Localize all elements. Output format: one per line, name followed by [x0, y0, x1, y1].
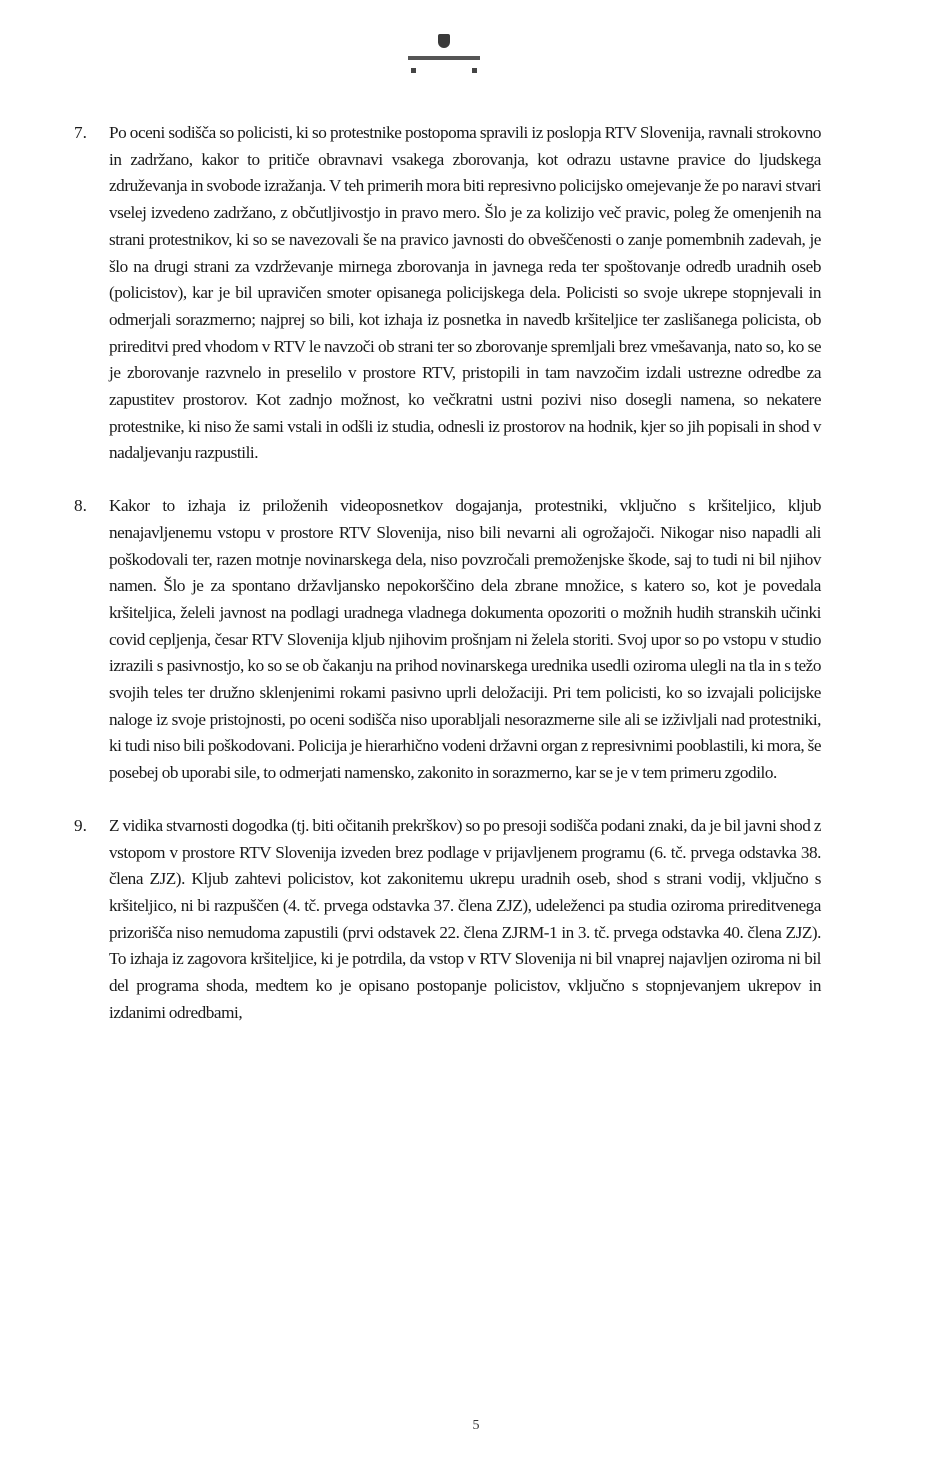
paragraph-text: Po oceni sodišča so policisti, ki so protestnike postopoma spravili iz poslopja RTV Slovenija, ravnali strokovno in zadržano, kakor to pritiče obravnavi vsakega zborovanja, kot odrazu ustavne pravice do ljudskega združevanja in svobode izražanja. V teh primerih mora biti represivno policijsko omejevanje že po naravi stvari vselej izvedeno zadržano, z občutljivostjo in pravo mero. Šlo je za kolizijo več pravic, poleg že omenjenih na strani protestnikov, ki so se navezovali še na pravico javnosti do obveščenosti o zanje pomembnih zadevah, je šlo na drugi strani za vzdrževanje mirnega zborovanja in javnega reda ter spoštovanje odredb uradnih oseb (policistov), kar je bil upravičen smoter opisanega policijskega dela. Policisti so svoje ukrepe stopnjevali in odmerjali sorazmerno; najprej so bili, kot izhaja iz posnetka in navedb kršiteljice ter zaslišanega policista, ob prireditvi pred vhodom v RTV le navzoči ob strani ter so zborovanje spremljali brez vmešavanja, nato so, ko se je zborovanje razvnelo in preselilo v prostore RTV, pristopili in tam navzočim izdali ustrezne odredbe za zapustitev prostorov. Kot zadnjo možnost, ko večkratni ustni pozivi niso dosegli namena, so nekatere protestnike, ki niso že sami vstali in odšli iz studia, odnesli iz prostorov na hodnik, kjer so jih popisali in shod v nadaljevanju razpustili. [109, 123, 821, 463]
paragraph-9 [0, 813, 952, 1027]
coat-of-arms-icon [438, 34, 450, 48]
paragraph-7 [0, 120, 952, 467]
paragraph-text: Kakor to izhaja iz priloženih videoposnetkov dogajanja, protestniki, vključno s kršiteljico, kljub nenajavljenemu vstopu v prostore RTV Slovenija, niso bili nevarni ali ogrožajoči. Nikogar niso napadli ali poškodovali ter, razen motnje novinarskega dela, niso povzročali premoženjske škode, saj to tudi ni bil njihov namen. Šlo je za spontano državljansko nepokorščino dela zbrane množice, s katero so, kot je povedala kršiteljica, želeli javnost na podlagi uradnega vladnega dokumenta opozoriti o možnih hudih stranskih učinki covid cepljenja, česar RTV Slovenija kljub njihovim prošnjam ni želela storiti. Svoj upor so po vstopu v studio izrazili s pasivnostjo, ko so se ob čakanju na prihod novinarskega urednika usedli oziroma ulegli na tla in s težo svojih teles ter družno sklenjenimi rokami pasivno uprli deložaciji. Pri tem policisti, ko so izvajali policijske naloge iz svoje pristojnosti, po oceni sodišča niso uporabljali nesorazmerne sile ali se izživljali nad protestniki, ki tudi niso bili poškodovani. Policija je hierarhično vodeni državni organ z represivnimi pooblastili, ki mora, še posebej ob uporabi sile, to odmerjati namensko, zakonito in sorazmerno, kar se je v tem primeru zgodilo. [109, 496, 821, 783]
paragraph-number: 8. [74, 496, 87, 516]
header-mark-left [411, 68, 416, 73]
paragraph-number: 7. [74, 123, 87, 142]
paragraph-text: Z vidika stvarnosti dogodka (tj. biti očitanih prekrškov) so po presoji sodišča podani znaki, da je bil javni shod z vstopom v prostore RTV Slovenija izveden brez podlage v prijavljenem programu (6. tč. prvega odstavka 38. člena ZJZ). Kljub zahtevi policistov, kot zakonitemu ukrepu uradnih oseb, shod s strani vodij, vključno s kršiteljico, ni bi razpuščen (4. tč. prvega odstavka 37. člena ZJZ), udeleženci pa studia oziroma prireditvenega prizorišča niso nemudoma zapustili (prvi odstavek 22. člena ZJRM-1 in 3. tč. prvega odstavka 40. člena ZJZ). To izhaja iz zagovora kršiteljice, ki je potrdila, da vstop v RTV Slovenija ni bil vnaprej najavljen oziroma ni bil del programa shoda, medtem ko je opisano postopanje policistov, vključno s stopnjevanjem ukrepov in izdanimi odredbami, [109, 815, 821, 1022]
document-body [0, 120, 952, 1053]
paragraph-8 [0, 493, 952, 787]
header-mark-right [472, 68, 477, 73]
coat-of-arms-header [408, 28, 480, 76]
header-rule [408, 56, 480, 60]
page-number: 5 [472, 1418, 480, 1433]
paragraph-number: 9. [74, 815, 87, 835]
